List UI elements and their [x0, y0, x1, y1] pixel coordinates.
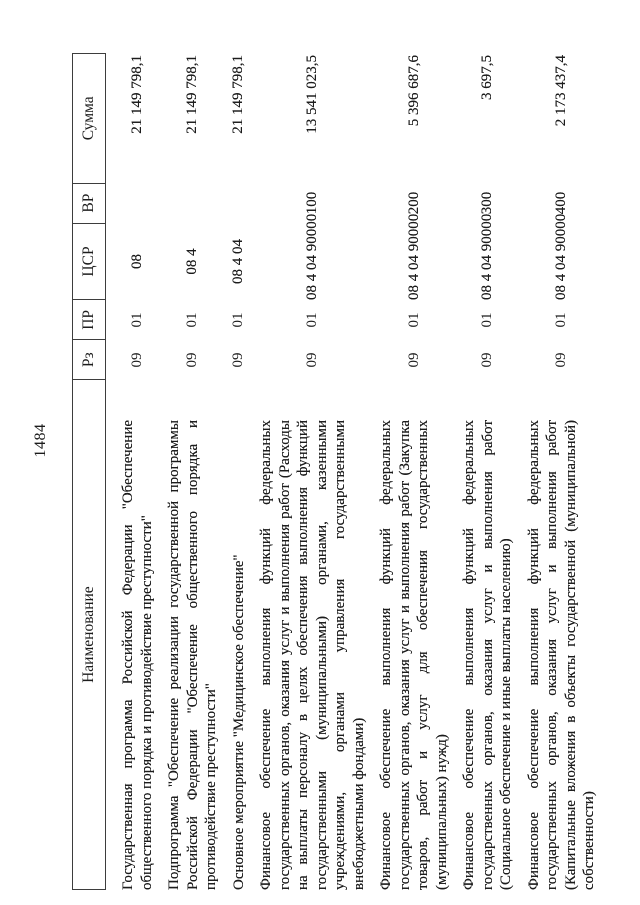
- row-name-cell: Финансовое обеспечение выполнения функций федеральных государственных органов, оказания услуг и выполнения работ (Капитальные вложения в объекты государственной (муниципальной) собственности): [525, 420, 597, 890]
- row-rz-cell: 09: [184, 352, 201, 368]
- row-pr-cell: 01: [230, 312, 247, 328]
- row-name-cell: Подпрограмма "Обеспечение реализации государственной программы Российской Федерации "Обеспечение общественного порядка и противодействие преступности": [166, 420, 219, 890]
- row-sum-cell: 5 396 687,6: [405, 55, 422, 127]
- row-rz-cell: 09: [479, 352, 496, 368]
- row-sum-cell: 2 173 437,4: [553, 55, 569, 127]
- budget-table: [72, 53, 599, 890]
- table-row: [460, 53, 516, 890]
- table-row: [119, 53, 156, 890]
- row-name-cell: Основное мероприятие "Медицинское обеспечение": [230, 554, 247, 890]
- row-sum-cell: 21 149 798,1: [184, 55, 201, 134]
- row-csr-cell: 08: [129, 254, 145, 269]
- row-name-cell: Финансовое обеспечение выполнения функций федеральных государственных органов, оказания услуг и выполнения работ (Закупка товаров, работ и услуг для обеспечения государственных (муниципальных) нужд): [378, 420, 450, 890]
- row-csr-cell: 08 4 04: [230, 239, 247, 284]
- header-vr-cell: ВР: [73, 184, 105, 224]
- header-name-cell: Наименование: [80, 586, 97, 683]
- row-csr-cell: 08 4 04 90000: [304, 213, 320, 300]
- row-vr-cell: 100: [304, 191, 320, 215]
- row-pr-cell: 01: [553, 312, 569, 328]
- row-csr-cell: 08 4 04 90000: [405, 213, 422, 300]
- table-row: [230, 53, 249, 890]
- row-pr-cell: 01: [304, 312, 320, 328]
- row-rz-cell: 09: [304, 352, 320, 368]
- row-vr-cell: 200: [405, 191, 422, 215]
- page-number: 1484: [32, 423, 49, 458]
- row-name-cell: Финансовое обеспечение выполнения функций федеральных государственных органов, оказания услуг и выполнения работ (Социальное обеспечение и иные выплаты населению): [461, 420, 514, 890]
- header-sum-cell: Сумма: [73, 54, 105, 184]
- header-csr-cell: ЦСР: [73, 224, 105, 301]
- row-name-cell: Государственная программа Российской Федерации "Обеспечение общественного порядка и противодействие преступности": [120, 420, 155, 890]
- row-rz-cell: 09: [230, 352, 247, 368]
- table-row: [165, 53, 221, 890]
- row-vr-cell: 400: [553, 191, 569, 215]
- row-rz-cell: 09: [553, 352, 569, 368]
- row-pr-cell: 01: [184, 312, 201, 328]
- row-pr-cell: 01: [129, 312, 145, 328]
- row-csr-cell: 08 4 04 90000: [479, 213, 496, 300]
- row-sum-cell: 21 149 798,1: [129, 55, 145, 134]
- row-name-cell: Финансовое обеспечение выполнения функций федеральных государственных органов, оказания услуг и выполнения работ (Расходы на выплаты персоналу в целях обеспечения выполнения функций государственными (муниципальными) органами, казенными учреждениями, органами управления государственными внебюджетными фондами): [258, 420, 367, 890]
- row-pr-cell: 01: [479, 312, 496, 328]
- table-row: [377, 53, 451, 890]
- table-row: [525, 53, 599, 890]
- header-pr-cell: ПР: [73, 300, 105, 340]
- table-header-row: [72, 53, 106, 890]
- row-pr-cell: 01: [405, 312, 422, 328]
- row-vr-cell: 300: [479, 191, 496, 215]
- row-rz-cell: 09: [405, 352, 422, 368]
- table-row: [257, 53, 368, 890]
- row-csr-cell: 08 4 04 90000: [553, 213, 569, 300]
- table-rows: [106, 53, 599, 890]
- row-sum-cell: 13 541 023,5: [304, 55, 320, 134]
- row-sum-cell: 21 149 798,1: [230, 55, 247, 134]
- row-sum-cell: 3 697,5: [479, 55, 496, 100]
- header-rz-cell: Рз: [73, 340, 105, 380]
- row-rz-cell: 09: [129, 352, 145, 368]
- row-csr-cell: 08 4: [184, 248, 201, 275]
